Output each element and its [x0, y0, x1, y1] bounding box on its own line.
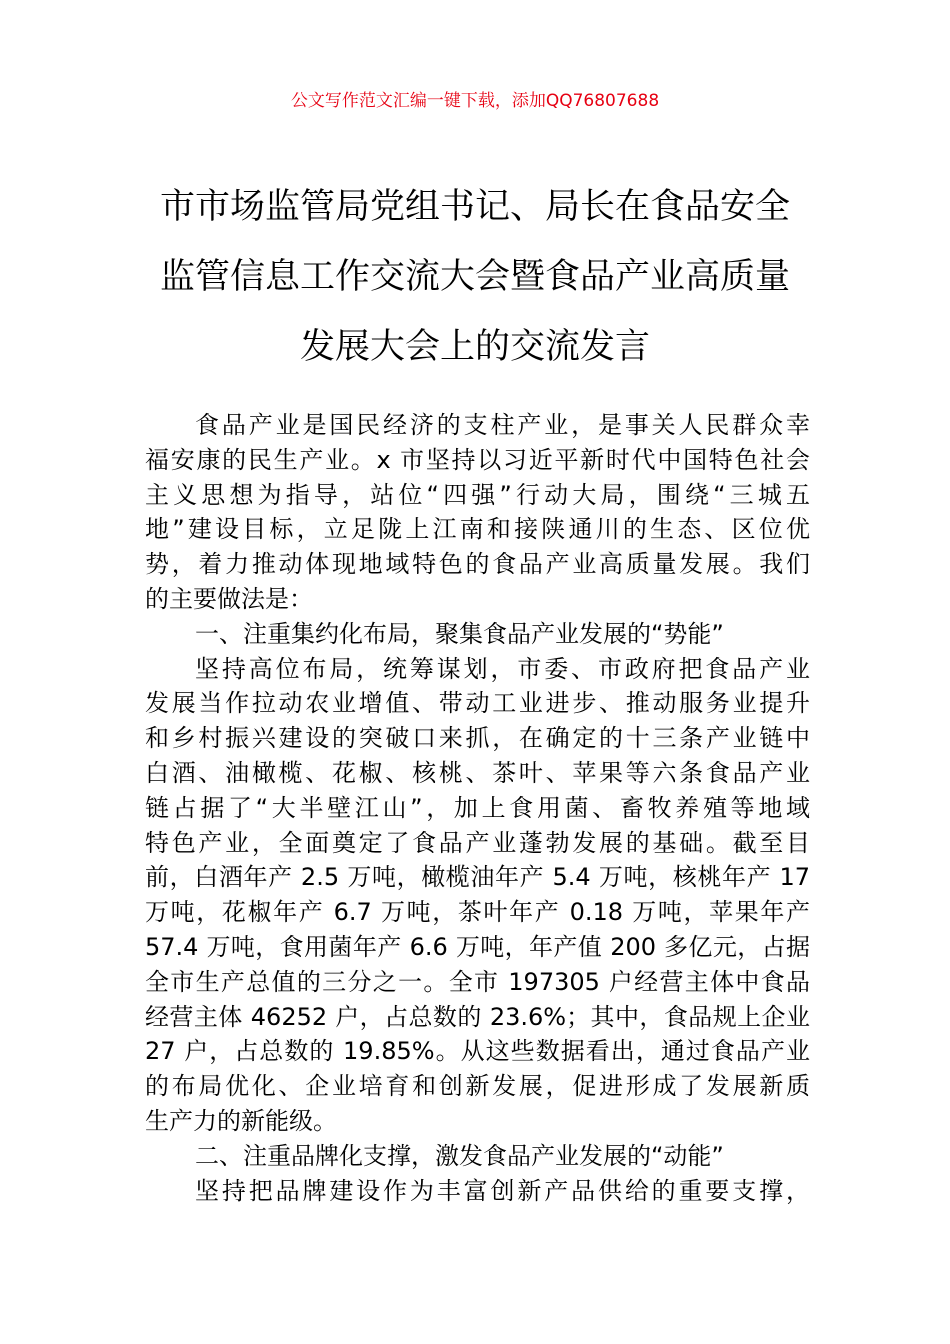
- body-text-line: 特色产业，全面奠定了食品产业蓬勃发展的基础。截至目: [145, 828, 810, 857]
- body-text-line: 链占据了“大半壁江山”，加上食用菌、畜牧养殖等地域: [145, 793, 810, 822]
- body-text-line: 坚持高位布局，统筹谋划，市委、市政府把食品产业: [195, 654, 810, 683]
- body-text-line: 的布局优化、企业培育和创新发展，促进形成了发展新质: [145, 1072, 810, 1101]
- body-text-line: 福安康的民生产业。x 市坚持以习近平新时代中国特色社会: [145, 445, 810, 474]
- download-banner-link[interactable]: 公文写作范文汇编一键下载，添加QQ76807688: [290, 91, 660, 111]
- title-line: 发展大会上的交流发言: [299, 327, 650, 367]
- body-text-line: 食品产业是国民经济的支柱产业，是事关人民群众幸: [195, 411, 810, 439]
- body-text-line: 发展当作拉动农业增值、带动工业进步、推动服务业提升: [145, 689, 810, 718]
- body-text-line: 前，白酒年产 2.5 万吨，橄榄油年产 5.4 万吨，核桃年产 17: [145, 863, 810, 892]
- body-text-line: 主义思想为指导，站位“四强”行动大局，围绕“三城五: [145, 480, 810, 509]
- body-text-line: 一、注重集约化布局，聚集食品产业发展的“势能”: [195, 619, 724, 648]
- body-text-line: 坚持把品牌建设作为丰富创新产品供给的重要支撑，: [195, 1176, 810, 1205]
- title-line: 监管信息工作交流大会暨食品产业高质量: [159, 257, 790, 297]
- body-text-line: 和乡村振兴建设的突破口来抓，在确定的十三条产业链中: [145, 724, 810, 753]
- body-text-line: 白酒、油橄榄、花椒、核桃、茶叶、苹果等六条食品产业: [145, 758, 810, 787]
- body-text-line: 地”建设目标，立足陇上江南和接陕通川的生态、区位优: [145, 515, 810, 544]
- document-body: [145, 408, 810, 1208]
- body-text-line: 经营主体 46252 户，占总数的 23.6%；其中，食品规上企业: [145, 1002, 810, 1031]
- body-text-line: 势，着力推动体现地域特色的食品产业高质量发展。我们: [145, 550, 810, 579]
- body-text-line: 27 户，占总数的 19.85%。从这些数据看出，通过食品产业: [145, 1037, 810, 1066]
- body-text-line: 生产力的新能级。: [145, 1106, 337, 1135]
- body-text-line: 57.4 万吨，食用菌年产 6.6 万吨，年产值 200 多亿元，占据: [145, 932, 810, 961]
- body-text-line: 全市生产总值的三分之一。全市 197305 户经营主体中食品: [145, 967, 810, 996]
- body-text-line: 万吨，花椒年产 6.7 万吨，茶叶年产 0.18 万吨，苹果年产: [145, 898, 810, 927]
- body-text-line: 二、注重品牌化支撑，激发食品产业发展的“动能”: [195, 1141, 724, 1170]
- document-title: [0, 172, 950, 382]
- title-line: 市市场监管局党组书记、局长在食品安全: [159, 187, 790, 227]
- body-text-line: 的主要做法是：: [145, 584, 313, 613]
